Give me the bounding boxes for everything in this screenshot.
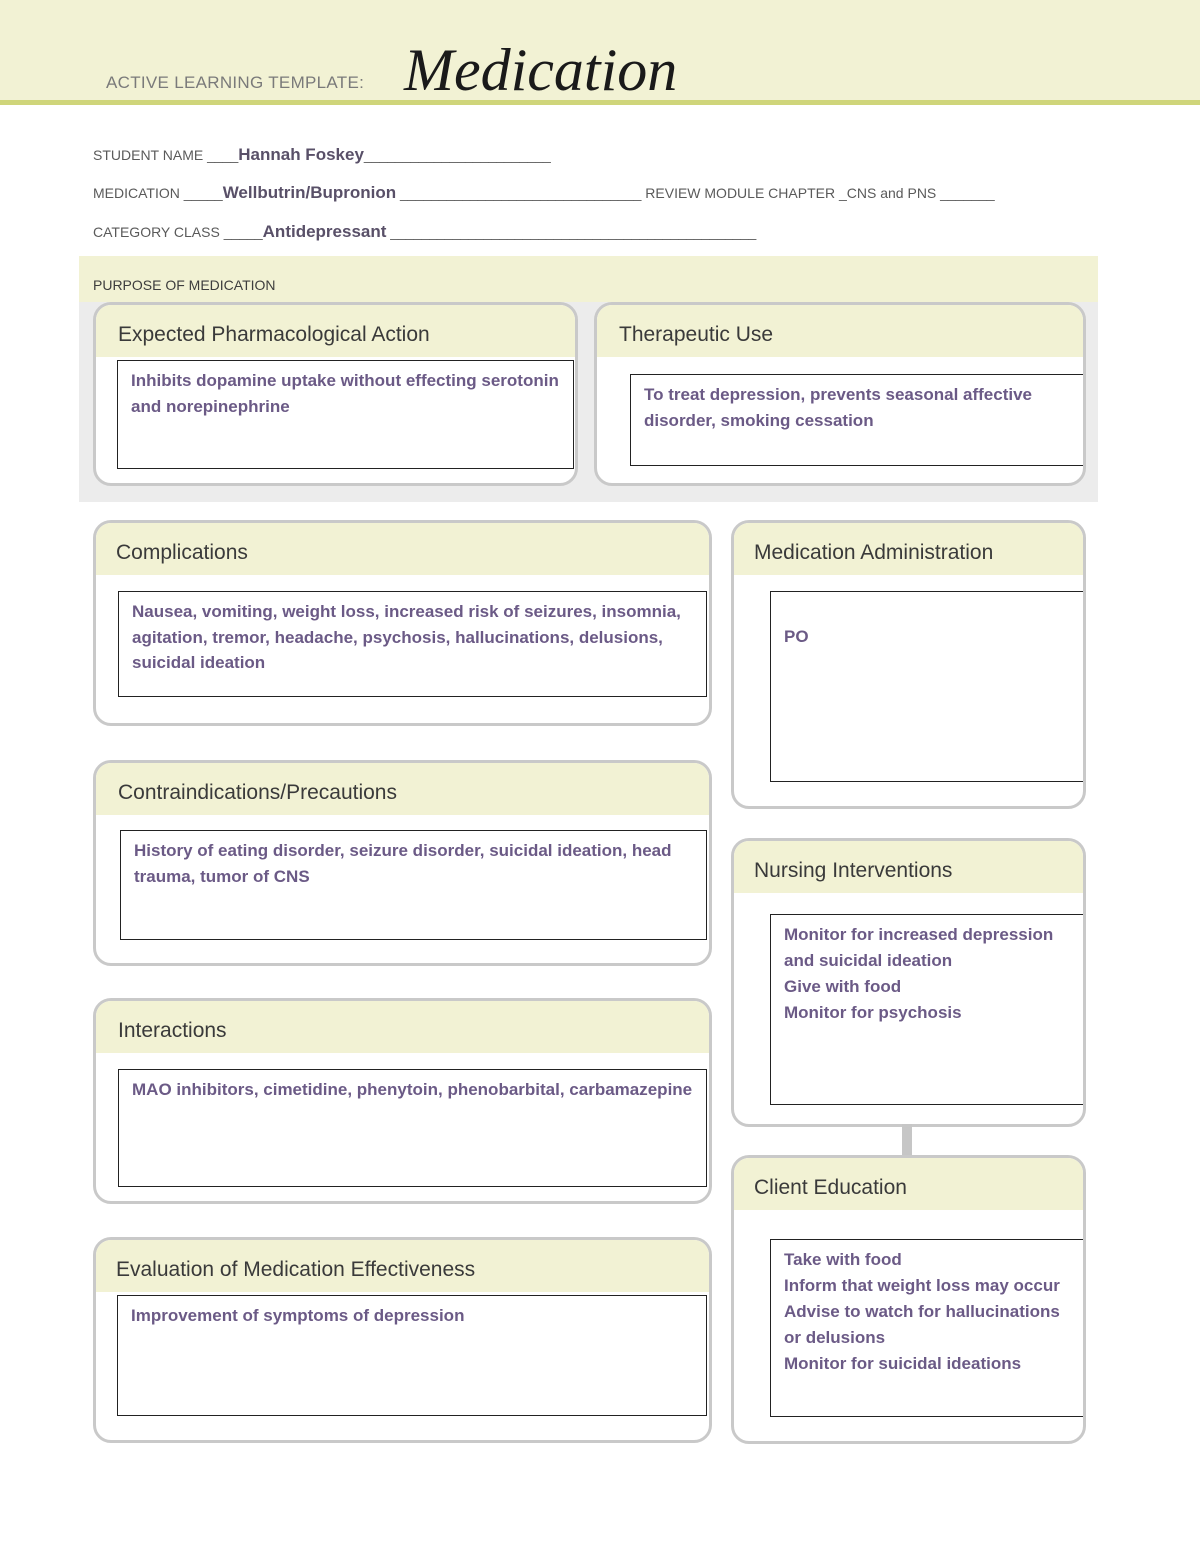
review-module-label: REVIEW MODULE CHAPTER [645, 185, 836, 201]
evaluation-text[interactable]: Improvement of symptoms of depression [117, 1295, 707, 1416]
nursing-text[interactable] [770, 914, 1086, 1105]
nursing-line: Monitor for increased depression and suicidal ideation [784, 925, 1054, 970]
nursing-title: Nursing Interventions [754, 859, 953, 882]
pharm-action-text[interactable]: Inhibits dopamine uptake without effecting serotonin and norepinephrine [117, 360, 574, 469]
education-line: Take with food [784, 1250, 902, 1269]
category-value[interactable]: Antidepressant [262, 222, 387, 241]
purpose-label: PURPOSE OF MEDICATION [93, 277, 276, 293]
category-label: CATEGORY CLASS [93, 224, 220, 240]
interactions-card [93, 998, 712, 1204]
complications-text[interactable]: Nausea, vomiting, weight loss, increased risk of seizures, insomnia, agitation, tremor, headache, psychosis, hallucinations, delusions, suicidal ideation [118, 591, 707, 697]
administration-card [731, 520, 1086, 809]
pharm-action-card [93, 302, 578, 486]
interactions-text[interactable]: MAO inhibitors, cimetidine, phenytoin, phenobarbital, carbamazepine [118, 1069, 707, 1187]
nursing-card [731, 838, 1086, 1127]
contraindications-text[interactable]: History of eating disorder, seizure disorder, suicidal ideation, head trauma, tumor of CNS [120, 830, 707, 940]
contraindications-title: Contraindications/Precautions [118, 781, 397, 804]
connector-line [902, 1124, 912, 1156]
administration-text[interactable]: PO [770, 591, 1086, 782]
complications-card [93, 520, 712, 726]
student-name-value[interactable]: Hannah Foskey [238, 145, 364, 164]
education-line: Advise to watch for hallucinations or delusions [784, 1302, 1060, 1347]
category-field: CATEGORY CLASS _____Antidepressant _______________________________________________ [93, 222, 757, 241]
education-line: Monitor for suicidal ideations [784, 1354, 1022, 1373]
medication-field: MEDICATION _____Wellbutrin/Bupronion _______________________________ REVIEW MODULE CHAPTER _CNS and PNS _______ [93, 183, 995, 202]
student-name-field: STUDENT NAME ____Hannah Foskey________________________ [93, 145, 551, 164]
student-name-label: STUDENT NAME [93, 147, 204, 163]
administration-title: Medication Administration [754, 541, 994, 564]
medication-label: MEDICATION [93, 185, 180, 201]
therapeutic-use-text[interactable]: To treat depression, prevents seasonal affective disorder, smoking cessation [630, 374, 1086, 466]
template-label: ACTIVE LEARNING TEMPLATE: [106, 73, 365, 92]
interactions-title: Interactions [118, 1019, 227, 1042]
education-card [731, 1155, 1086, 1444]
education-text[interactable] [770, 1239, 1086, 1417]
nursing-line: Give with food [784, 977, 902, 996]
medication-value[interactable]: Wellbutrin/Bupronion [222, 183, 397, 202]
education-line: Inform that weight loss may occur [784, 1276, 1060, 1295]
therapeutic-use-title: Therapeutic Use [619, 323, 774, 346]
review-module-value[interactable]: CNS and PNS [846, 185, 937, 201]
contraindications-card [93, 760, 712, 966]
nursing-line: Monitor for psychosis [784, 1003, 962, 1022]
pharm-action-title: Expected Pharmacological Action [118, 323, 430, 346]
complications-title: Complications [116, 541, 248, 564]
therapeutic-use-card [594, 302, 1086, 486]
evaluation-card [93, 1237, 712, 1443]
evaluation-title: Evaluation of Medication Effectiveness [116, 1258, 476, 1281]
page-title: Medication [404, 37, 678, 103]
education-title: Client Education [754, 1176, 907, 1199]
